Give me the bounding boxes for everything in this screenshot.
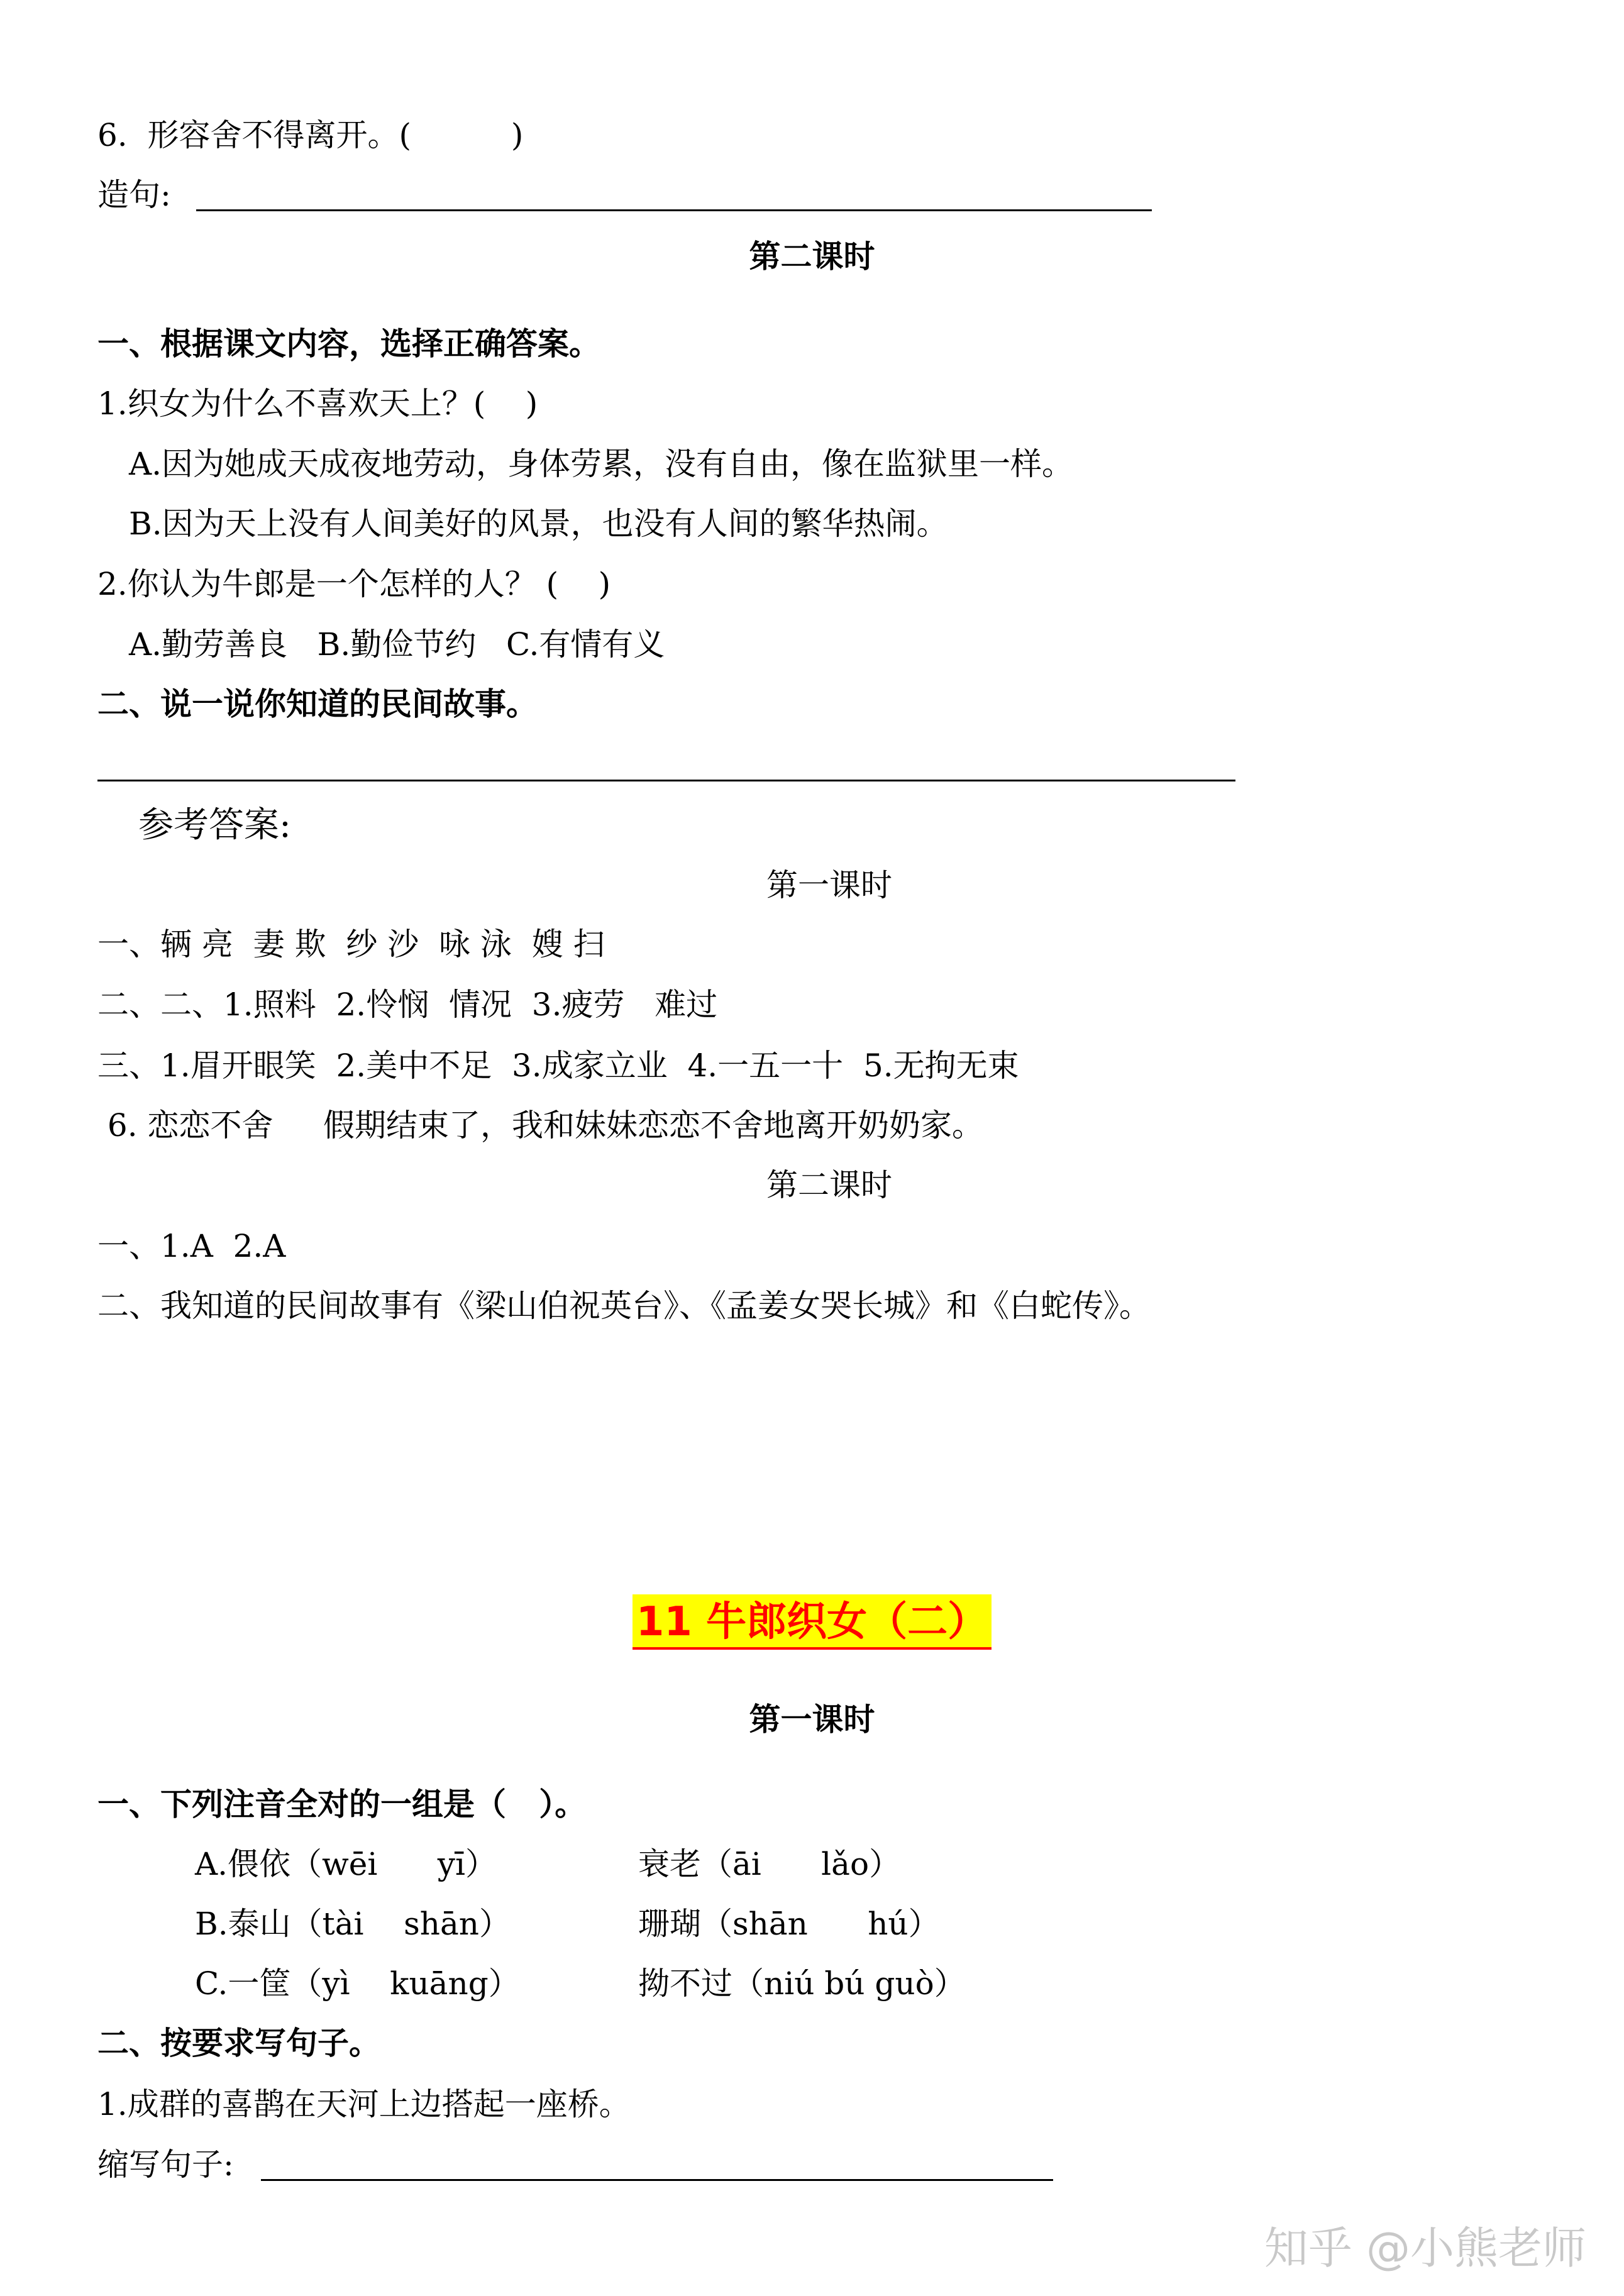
answer-line-5: 一、1.A 2.A [97, 1228, 286, 1264]
answer-line-1: 一、辆 亮 妻 欺 纱 沙 咏 泳 嫂 扫 [97, 926, 605, 963]
option-c-right: 拗不过（niú bú guò） [638, 1965, 966, 2002]
lesson2-question-2: 2.你认为牛郎是一个怎样的人？ ( ) [97, 566, 611, 602]
question-6: 6. 形容舍不得离开。( ) [97, 117, 524, 153]
answer-line-4: 6. 恋恋不舍 假期结束了，我和妹妹恋恋不舍地离开奶奶家。 [97, 1107, 983, 1144]
lesson2-question-1: 1.织女为什么不喜欢天上？( ) [97, 385, 538, 422]
lesson2-q2-options: A.勤劳善良 B.勤俭节约 C.有情有义 [129, 626, 665, 663]
lesson-title: 11 牛郎织女（二） [632, 1594, 992, 1650]
story-answer-line[interactable] [97, 780, 1235, 781]
lesson2-q1-option-a: A.因为她成天成夜地劳动，身体劳累，没有自由，像在监狱里一样。 [129, 446, 1074, 482]
option-c-left: C.一筐（yì kuāng） [195, 1965, 520, 2002]
part2-heading: 第一课时 [749, 1701, 875, 1738]
option-b-left: B.泰山（tài shān） [195, 1906, 511, 1942]
lesson2-section1-title: 一、根据课文内容，选择正确答案。 [97, 326, 600, 362]
answers-title: 参考答案: [138, 805, 291, 846]
part2-question-1: 1.成群的喜鹊在天河上边搭起一座桥。 [97, 2086, 631, 2122]
lesson2-q1-option-b: B.因为天上没有人间美好的风景，也没有人间的繁华热闹。 [129, 505, 948, 542]
answer-line-3: 三、1.眉开眼笑 2.美中不足 3.成家立业 4.一五一十 5.无拘无束 [97, 1047, 1019, 1084]
part2-section1-title: 一、下列注音全对的一组是（ ）。 [97, 1786, 587, 1823]
part2-section2-title: 二、按要求写句子。 [97, 2025, 380, 2061]
answers-lesson1-heading: 第一课时 [766, 867, 892, 903]
shorten-answer-line[interactable] [261, 2179, 1053, 2181]
answer-line-2: 二、二、1.照料 2.怜悯 情况 3.疲劳 难过 [97, 986, 718, 1023]
answer-line-6: 二、我知道的民间故事有《梁山伯祝英台》、《孟姜女哭长城》和《白蛇传》。 [97, 1288, 1151, 1324]
option-a-left: A.偎依（wēi yī） [195, 1846, 497, 1882]
answers-lesson2-heading: 第二课时 [766, 1167, 892, 1203]
sentence-answer-line[interactable] [196, 209, 1152, 211]
sentence-label: 造句: [97, 177, 171, 213]
shorten-label: 缩写句子: [97, 2146, 234, 2183]
option-a-right: 衰老（āi lǎo） [638, 1846, 901, 1882]
watermark: 知乎 @小熊老师 [1264, 2222, 1586, 2274]
lesson2-section2-title: 二、说一说你知道的民间故事。 [97, 686, 538, 722]
option-b-right: 珊瑚（shān hú） [638, 1906, 940, 1942]
lesson2-heading: 第二课时 [749, 238, 875, 275]
